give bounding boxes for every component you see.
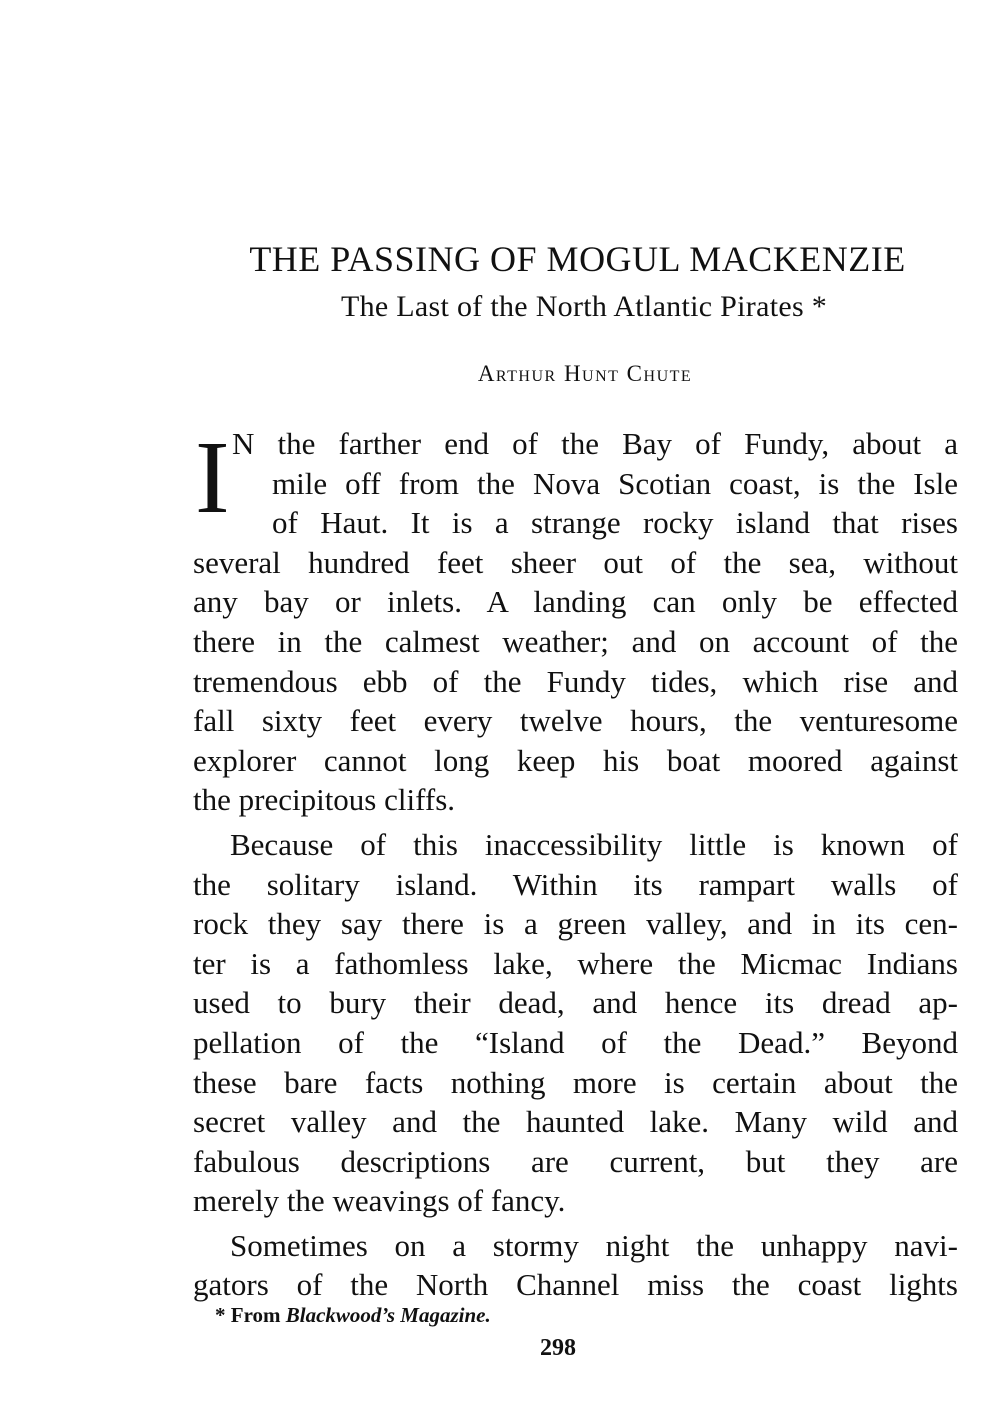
text-line: secret valley and the haunted lake. Many wild and — [193, 1104, 958, 1140]
footnote — [215, 1303, 491, 1328]
text-line: merely the weavings of fancy. — [193, 1183, 566, 1219]
paragraph-2 — [193, 825, 958, 1221]
text-line: tremendous ebb of the Fundy tides, which rise and — [193, 663, 958, 699]
text-line: N the farther end of the Bay of Fundy, about a — [232, 426, 958, 461]
text-line: the solitary island. Within its rampart walls of — [193, 866, 958, 902]
text-line: Because of this inaccessibility little is known of — [230, 826, 958, 862]
body-text — [193, 420, 958, 1310]
text-line: ter is a fathomless lake, where the Micmac Indians — [193, 945, 958, 981]
text-line: fall sixty feet every twelve hours, the venturesome — [193, 703, 958, 739]
text-line: there in the calmest weather; and on account of the — [193, 623, 958, 659]
text-line: these bare facts nothing more is certain about the — [193, 1064, 958, 1100]
paragraph-3 — [193, 1226, 958, 1305]
drop-cap: I — [195, 420, 230, 535]
text-line: fabulous descriptions are current, but they are — [193, 1143, 958, 1179]
footnote-source: Blackwood’s Magazine. — [285, 1303, 491, 1327]
page-number: 298 — [540, 1335, 576, 1361]
text-line: pellation of the “Island of the Dead.” Beyond — [193, 1024, 958, 1060]
text-line: any bay or inlets. A landing can only be effected — [193, 584, 958, 620]
text-line: of Haut. It is a strange rocky island that rises — [272, 505, 958, 541]
text-line: several hundred feet sheer out of the sea, without — [193, 544, 958, 580]
text-line: mile off from the Nova Scotian coast, is the Isle — [272, 465, 958, 501]
text-line: explorer cannot long keep his boat moored against — [193, 742, 958, 778]
chapter-subtitle: The Last of the North Atlantic Pirates * — [340, 290, 828, 323]
text-line: used to bury their dead, and hence its dread ap- — [193, 985, 958, 1021]
text-line: the precipitous cliffs. — [193, 782, 456, 818]
text-line: rock they say there is a green valley, and in its cen- — [193, 906, 958, 942]
author-name: Arthur Hunt Chute — [477, 361, 693, 386]
paragraph-1 — [193, 420, 958, 820]
text-line: Sometimes on a stormy night the unhappy navi- — [230, 1227, 958, 1263]
footnote-marker: * From — [215, 1303, 281, 1327]
chapter-title: THE PASSING OF MOGUL MACKENZIE — [249, 239, 906, 279]
text-line: gators of the North Channel miss the coast lights — [193, 1267, 958, 1303]
